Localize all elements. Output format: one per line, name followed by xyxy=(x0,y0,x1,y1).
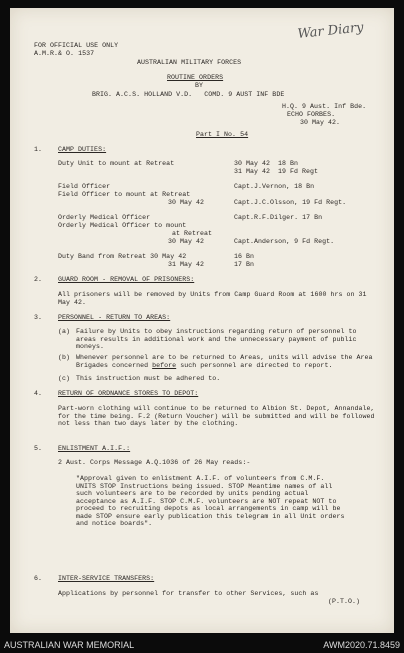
amr-reference: A.M.R.& O. 1537 xyxy=(34,50,95,57)
section-6-number: 6. xyxy=(34,575,43,582)
archive-reference: AWM2020.71.8459 xyxy=(323,640,400,650)
section-3-title: PERSONNEL - RETURN TO AREAS: xyxy=(58,314,171,321)
duty-unit-unit-1: 18 Bn xyxy=(278,160,299,167)
item-c-text: This instruction must be adhered to. xyxy=(76,375,221,382)
organisation-heading: AUSTRALIAN MILITARY FORCES xyxy=(137,59,242,66)
section-2-body: All prisoners will be removed by Units from Camp Guard Room at 1600 hrs on 31 May 42. xyxy=(58,291,367,306)
section-6-body: Applications by personnel for transfer to other Services, such as xyxy=(58,590,319,597)
date-line: 30 May 42. xyxy=(300,119,341,126)
pto-note: (P.T.O.) xyxy=(328,598,361,605)
section-2-title: GUARD ROOM - REMOVAL OF PRISONERS: xyxy=(58,276,195,283)
section-5-intro: 2 Aust. Corps Message A.Q.1036 of 26 May reads:- xyxy=(58,459,251,466)
duty-unit-date-1: 30 May 42 xyxy=(234,160,271,167)
orderly-officer-label: Orderly Medical Officer xyxy=(58,214,151,221)
section-1-number: 1. xyxy=(34,146,43,153)
duty-band-label: Duty Band from Retreat 30 May 42 xyxy=(58,253,187,260)
duty-band-unit-2: 17 Bn xyxy=(234,261,255,268)
section-4-body: Part-worn clothing will continue to be returned to Albion St. Depot, Annandale, for the time being. F.2 (Return Voucher) will be submitted and will be followed not less than two days later by the clothing. xyxy=(58,405,375,427)
duty-band-date-2: 31 May 42 xyxy=(168,261,205,268)
section-6-title: INTER-SERVICE TRANSFERS: xyxy=(58,575,155,582)
duty-unit-unit-2: 19 Fd Regt xyxy=(278,168,319,175)
duty-unit-date-2: 31 May 42 xyxy=(234,168,271,175)
archive-name: AUSTRALIAN WAR MEMORIAL xyxy=(4,640,135,650)
item-b-marker: (b) xyxy=(58,354,71,361)
item-c-marker: (c) xyxy=(58,375,71,382)
field-officer-mount-label: Field Officer to mount at Retreat xyxy=(58,191,191,198)
document-title: ROUTINE ORDERS xyxy=(167,74,224,81)
field-officer-mount-value: Capt.J.C.Olsson, 19 Fd Regt. xyxy=(234,199,347,206)
item-a-marker: (a) xyxy=(58,328,71,335)
orderly-mount-label: Orderly Medical Officer to mount xyxy=(58,222,187,229)
orderly-mount-label-2: at Retreat xyxy=(172,230,213,237)
item-b-text: Whenever personnel are to be returned to Areas, units will advise the Area Brigades concerned before such personnel are directed to report. xyxy=(76,354,373,369)
section-5-quote: "Approval given to enlistment A.I.F. of volunteers from C.M.F. UNITS STOP Instructions being issued. STOP Meantime names of all such volunteers are to be recorded by units pending actual acceptance as A.I.F. STOP C.M.F. volunteers are NOT repeat NOT to proceed to recruiting depots as local arrangements in camp will be made STOP ensure early publication this telegram in all Unit orders and notice boards". xyxy=(76,475,345,527)
section-5-title: ENLISTMENT A.I.F.: xyxy=(58,445,131,452)
commander-line: BRIG. A.C.S. HOLLAND V.D. COMD. 9 AUST INF BDE xyxy=(92,91,285,98)
official-use-label: FOR OFFICIAL USE ONLY xyxy=(34,42,119,49)
archive-footer xyxy=(0,636,404,653)
section-1-title: CAMP DUTIES: xyxy=(58,146,107,153)
section-4-number: 4. xyxy=(34,390,43,397)
section-4-title: RETURN OF ORDNANCE STORES TO DEPOT: xyxy=(58,390,199,397)
handwritten-annotation: War Diary xyxy=(296,20,365,43)
section-5-number: 5. xyxy=(34,445,43,452)
duty-band-unit-1: 16 Bn xyxy=(234,253,255,260)
hq-line: H.Q. 9 Aust. Inf Bde. xyxy=(282,103,367,110)
by-line: BY xyxy=(195,82,204,89)
orderly-mount-value: Capt.Anderson, 9 Fd Regt. xyxy=(234,238,335,245)
orderly-mount-date: 30 May 42 xyxy=(168,238,205,245)
field-officer-label: Field Officer xyxy=(58,183,111,190)
orderly-officer-value: Capt.R.F.Dilger. 17 Bn xyxy=(234,214,323,221)
document-page xyxy=(10,8,394,633)
field-officer-mount-date: 30 May 42 xyxy=(168,199,205,206)
field-officer-value: Capt.J.Vernon, 18 Bn xyxy=(234,183,315,190)
part-number: Part I No. 54 xyxy=(196,131,249,138)
location-line: ECHO FORBES. xyxy=(287,111,336,118)
item-a-text: Failure by Units to obey instructions regarding return of personnel to areas results in additional work and the unnecessary payment of public moneys. xyxy=(76,328,357,350)
section-2-number: 2. xyxy=(34,276,43,283)
duty-unit-label: Duty Unit to mount at Retreat xyxy=(58,160,175,167)
section-3-number: 3. xyxy=(34,314,43,321)
